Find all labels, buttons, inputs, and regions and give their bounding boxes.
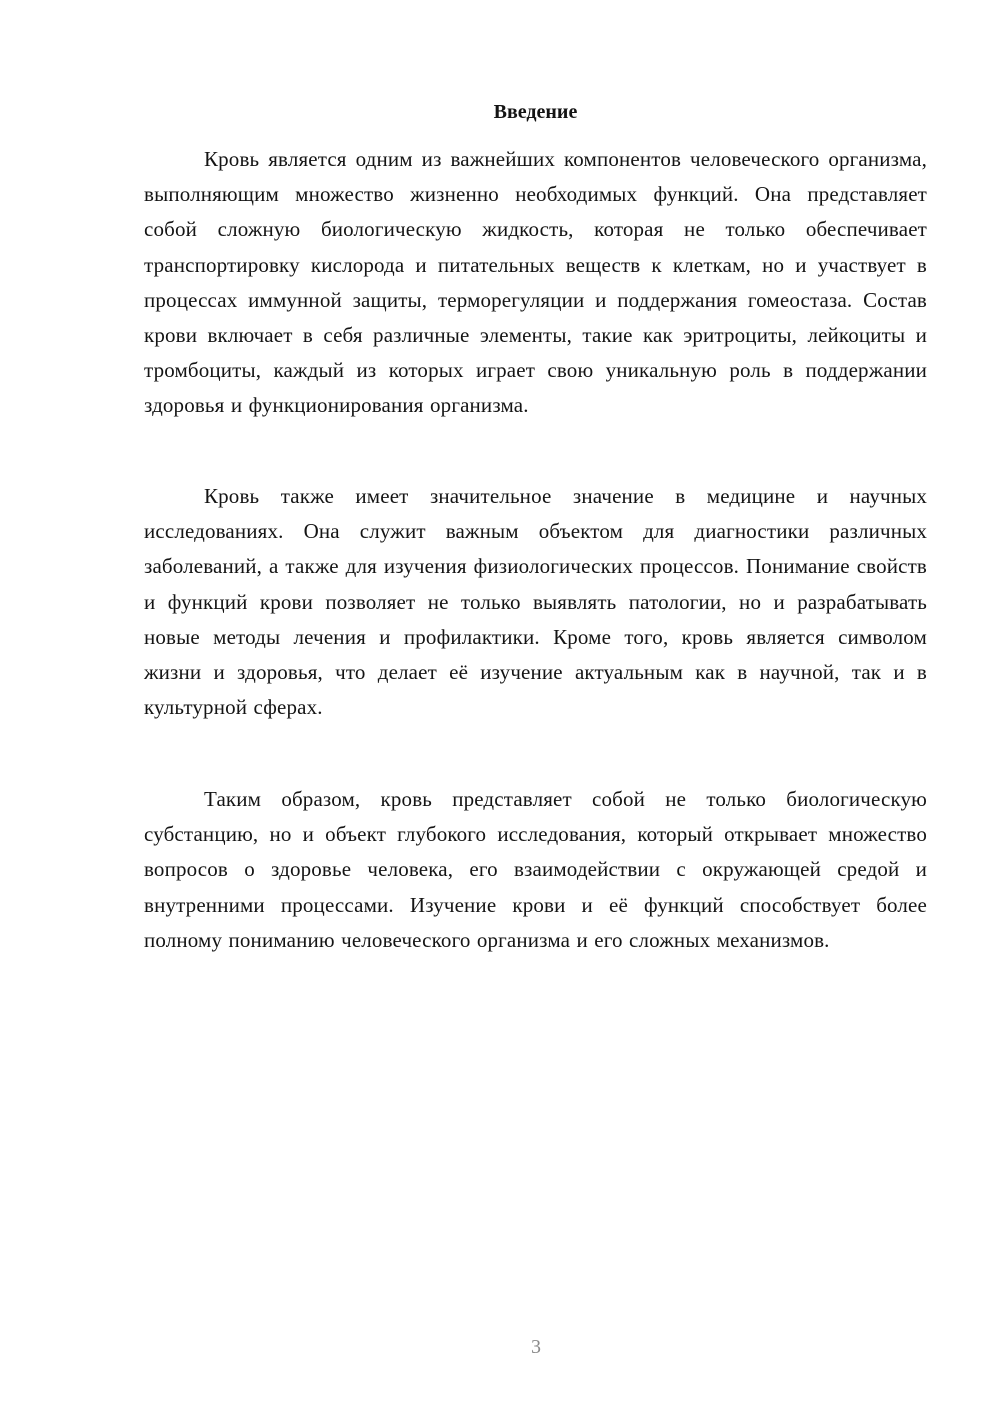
paragraph-1: Кровь является одним из важнейших компонентов человеческого организма, выполняющим множество жизненно необходимых функций. Она представляет собой сложную биологическую жидкость, которая не только обеспечивает транспортировку кислорода и питательных веществ к клеткам, но и участвует в процессах иммунной защиты, терморегуляции и поддержания гомеостаза. Состав крови включает в себя различные элементы, такие как эритроциты, лейкоциты и тромбоциты, каждый из которых играет свою уникальную роль в поддержании здоровья и функционирования организма. bbox=[144, 147, 927, 418]
page-number: 3 bbox=[531, 1336, 541, 1358]
paragraph-2: Кровь также имеет значительное значение в медицине и научных исследованиях. Она служит важным объектом для диагностики различных заболеваний, а также для изучения физиологических процессов. Понимание свойств и функций крови позволяет не только выявлять патологии, но и разрабатывать новые методы лечения и профилактики. Кроме того, кровь является символом жизни и здоровья, что делает её изучение актуальным как в научной, так и в культурной сферах. bbox=[144, 484, 927, 720]
paragraph-3: Таким образом, кровь представляет собой не только биологическую субстанцию, но и объект глубокого исследования, который открывает множество вопросов о здоровье человека, его взаимодействии с окружающей средой и внутренними процессами. Изучение крови и её функций способствует более полному пониманию человеческого организма и его сложных механизмов. bbox=[144, 787, 927, 952]
section-heading: Введение bbox=[493, 101, 578, 123]
